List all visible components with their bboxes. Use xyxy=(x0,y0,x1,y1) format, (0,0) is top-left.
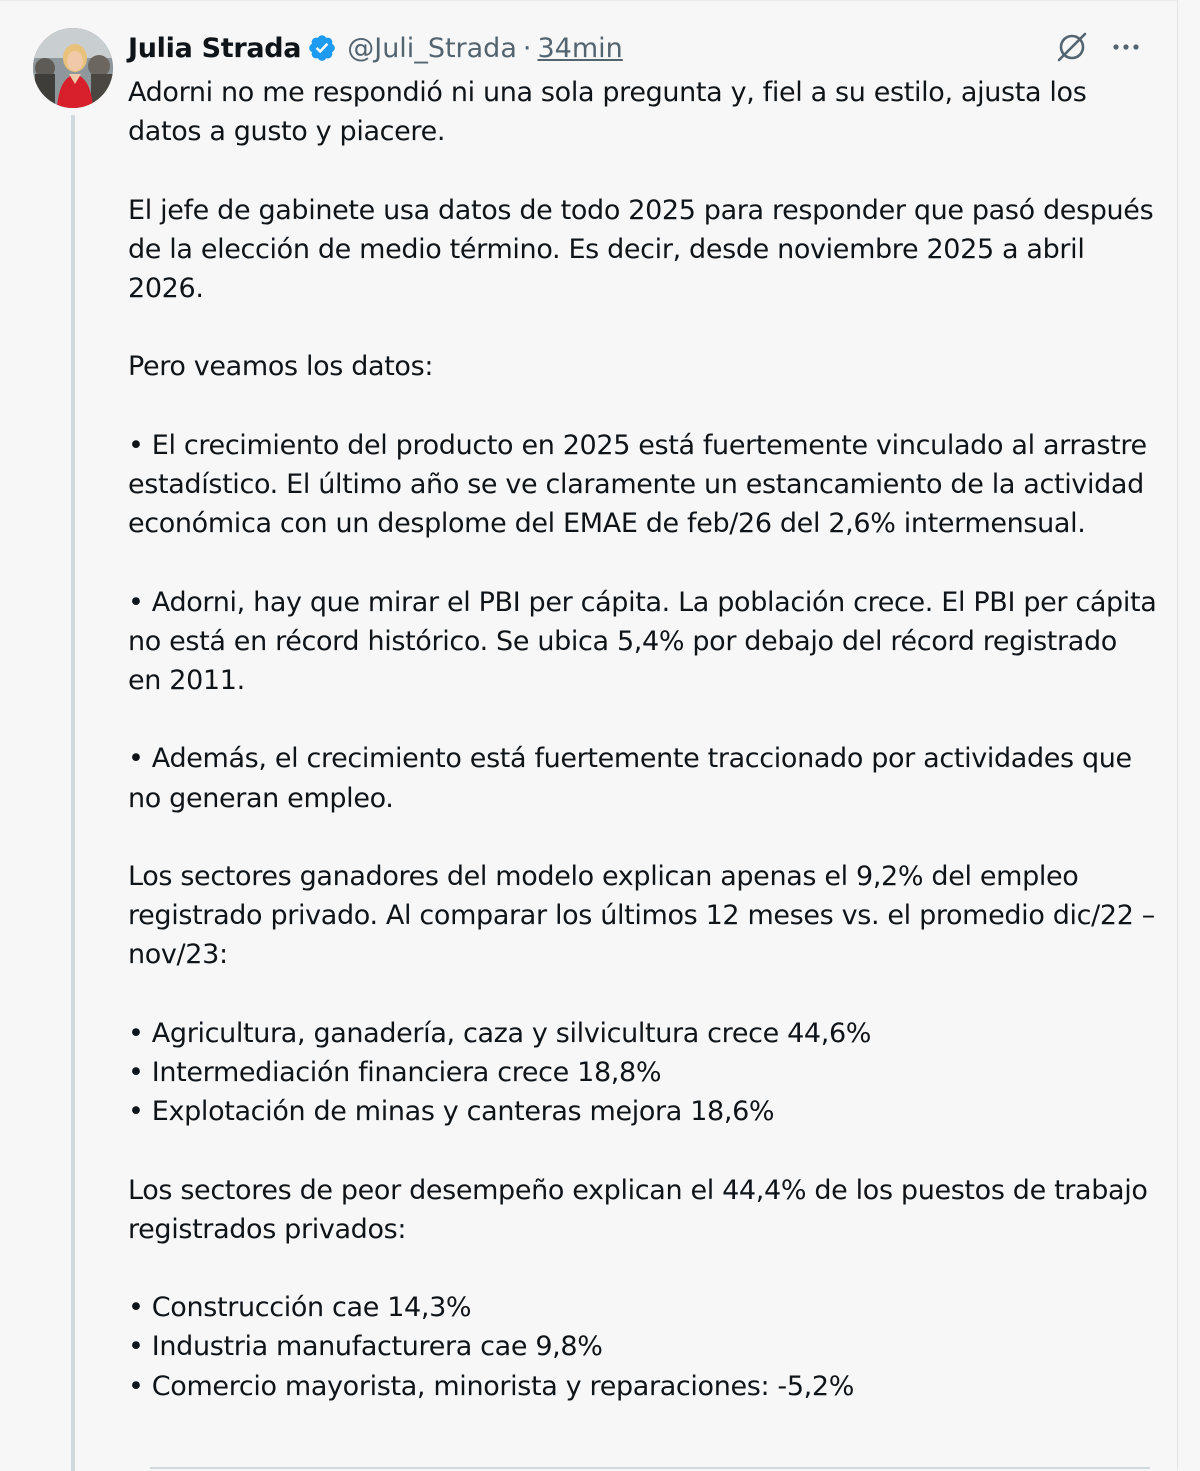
avatar-photo xyxy=(33,28,113,108)
list-item: • Explotación de minas y canteras mejora 18,6% xyxy=(128,1096,775,1128)
tweet-text xyxy=(128,73,1158,1406)
list-item: • Intermediación financiera crece 18,8% xyxy=(128,1056,662,1088)
paragraph-winning-sectors: Los sectores ganadores del modelo explican apenas el 9,2% del empleo registrado privado. Al comparar los últimos 12 meses vs. el promedio dic/22 – nov/23: xyxy=(128,860,1155,971)
list-item: • Construcción cae 14,3% xyxy=(128,1292,472,1324)
paragraph-data-intro: Pero veamos los datos: xyxy=(128,351,434,383)
grok-icon[interactable] xyxy=(1052,27,1092,67)
list-item: • Agricultura, ganadería, caza y silvicultura crece 44,6% xyxy=(128,1017,872,1049)
paragraph-growth: • El crecimiento del producto en 2025 está fuertemente vinculado al arrastre estadístico. El último año se ve claramente un estancamiento de la actividad económica con un desplome del EMAE de feb/26 del 2,6% intermensual. xyxy=(128,429,1147,540)
tweet-header xyxy=(128,29,623,67)
timestamp[interactable]: 34min xyxy=(537,32,623,64)
more-options-icon[interactable] xyxy=(1108,27,1144,67)
separator-dot: · xyxy=(522,32,532,64)
list-item: • Comercio mayorista, minorista y reparaciones: -5,2% xyxy=(128,1370,855,1402)
author-name[interactable]: Julia Strada xyxy=(128,32,302,64)
author-handle[interactable]: @Juli_Strada xyxy=(347,32,517,64)
paragraph-losing-sectors: Los sectores de peor desempeño explican el 44,4% de los puestos de trabajo registrados privados: xyxy=(128,1174,1148,1245)
verified-badge-icon[interactable] xyxy=(307,33,337,63)
avatar[interactable] xyxy=(33,28,113,108)
paragraph-gdp-per-capita: • Adorni, hay que mirar el PBI per cápita. La población crece. El PBI per cápita no está en récord histórico. Se ubica 5,4% por debajo del récord registrado en 2011. xyxy=(128,586,1157,696)
paragraph-employment: • Además, el crecimiento está fuertemente traccionado por actividades que no generan empleo. xyxy=(128,743,1132,814)
thread-line xyxy=(71,115,75,1471)
paragraph-intro: Adorni no me respondió ni una sola pregunta y, fiel a su estilo, ajusta los datos a gusto y piacere. xyxy=(128,77,1087,148)
divider xyxy=(150,1467,1150,1469)
list-item: • Industria manufacturera cae 9,8% xyxy=(128,1331,603,1363)
paragraph-context: El jefe de gabinete usa datos de todo 2025 para responder que pasó después de la elección de medio término. Es decir, desde noviembre 2025 a abril 2026. xyxy=(128,194,1154,304)
